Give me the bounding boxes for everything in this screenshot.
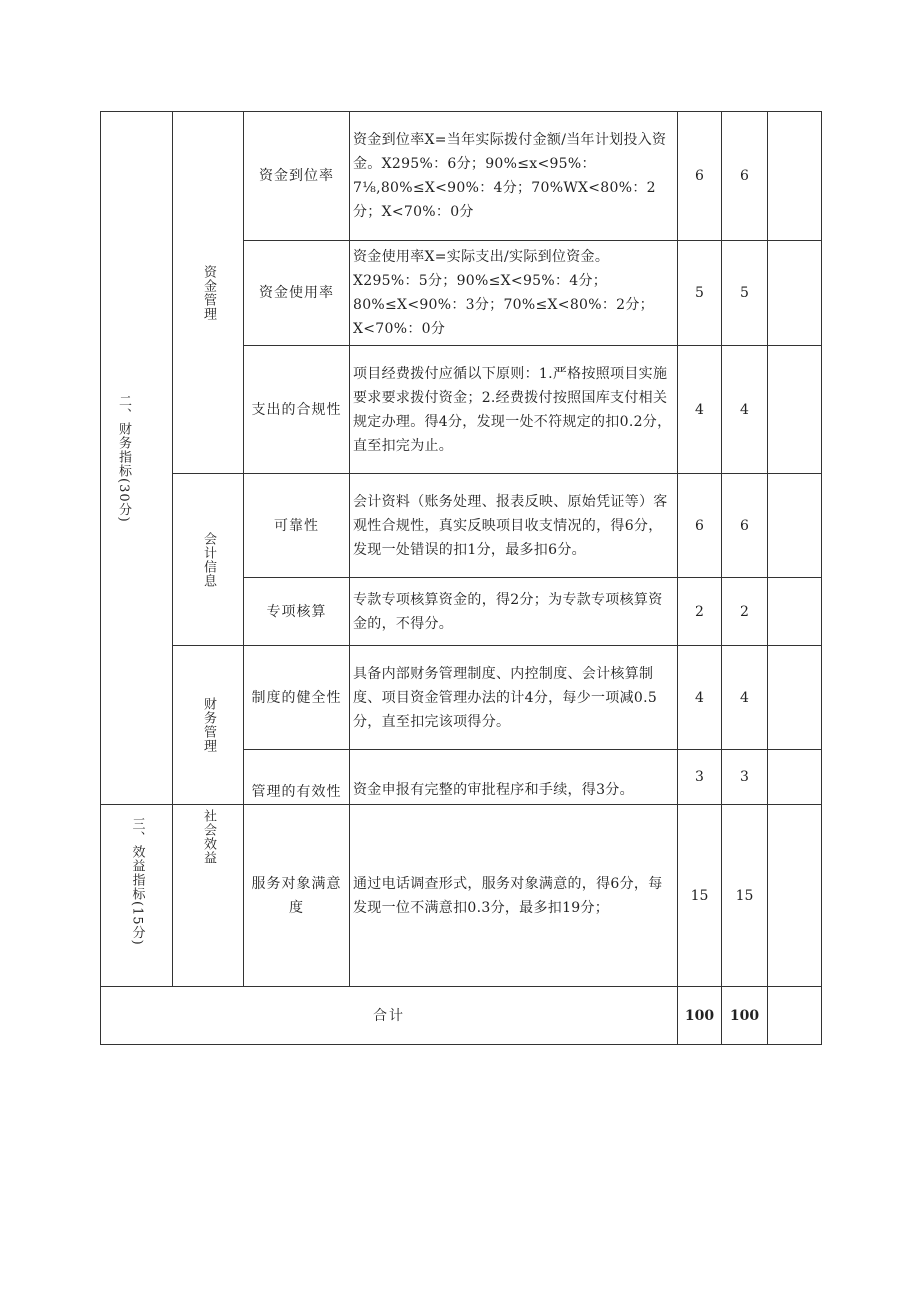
item-score: 4: [678, 646, 722, 750]
item-got: 3: [722, 750, 768, 805]
table-row: [101, 112, 822, 241]
item-score: 15: [678, 805, 722, 987]
item-score: 5: [678, 241, 722, 346]
total-row: [101, 987, 822, 1045]
group-social-benefit-cell: [173, 805, 244, 987]
item-desc: 项目经费拨付应循以下原则：1.严格按照项目实施要求要求拨付资金；2.经费拨付按照国库支付相关规定办理。得4分，发现一处不符规定的扣0.2分，直至扣完为止。: [350, 346, 678, 474]
item-remark: [768, 578, 822, 646]
item-got: 4: [722, 646, 768, 750]
item-remark: [768, 646, 822, 750]
item-got: 6: [722, 474, 768, 578]
item-score: 2: [678, 578, 722, 646]
item-score: 4: [678, 346, 722, 474]
item-name: 支出的合规性: [244, 346, 350, 474]
item-name: 资金到位率: [244, 112, 350, 241]
item-name: 可靠性: [244, 474, 350, 578]
item-remark: [768, 750, 822, 805]
item-score: 3: [678, 750, 722, 805]
scoring-table: [100, 111, 822, 1045]
group-financial-mgmt-label: 财务管理: [201, 697, 216, 753]
item-desc: 资金申报有完整的审批程序和手续，得3分。: [350, 750, 678, 805]
total-label: 合计: [101, 987, 678, 1045]
group-accounting-cell: [173, 474, 244, 646]
section-finance-label: 二、财务指标(30分): [116, 393, 131, 523]
total-remark: [768, 987, 822, 1045]
item-remark: [768, 112, 822, 241]
section-finance-cell: [101, 112, 173, 805]
total-score: 100: [678, 987, 722, 1045]
group-fund-mgmt-label: 资金管理: [201, 264, 216, 321]
item-desc: 资金到位率X=当年实际拨付金额/当年计划投入资金。X295%：6分；90%≤x<95%：7⅛,80%≤X<90%：4分；70%WX<80%：2分；X<70%：0分: [350, 112, 678, 241]
item-remark: [768, 474, 822, 578]
item-desc: 会计资料（账务处理、报表反映、原始凭证等）客观性合规性，真实反映项目收支情况的，得6分，发现一处错误的扣1分，最多扣6分。: [350, 474, 678, 578]
item-name: 资金使用率: [244, 241, 350, 346]
item-remark: [768, 805, 822, 987]
group-social-benefit-label: 社会效益: [201, 809, 216, 865]
group-accounting-label: 会计信息: [201, 531, 216, 588]
item-desc: 资金使用率X=实际支出/实际到位资金。X295%：5分；90%≤X<95%：4分；80%≤X<90%：3分；70%≤X<80%：2分；X<70%：0分: [350, 241, 678, 346]
item-got: 4: [722, 346, 768, 474]
table-row: [101, 474, 822, 578]
group-financial-mgmt-cell: [173, 646, 244, 805]
group-fund-mgmt-cell: [173, 112, 244, 474]
item-got: 5: [722, 241, 768, 346]
total-got: 100: [722, 987, 768, 1045]
item-score: 6: [678, 112, 722, 241]
item-name: 服务对象满意度: [244, 805, 350, 987]
table-row: [101, 646, 822, 750]
table-row: [101, 805, 822, 987]
item-name: 专项核算: [244, 578, 350, 646]
item-got: 6: [722, 112, 768, 241]
item-remark: [768, 346, 822, 474]
item-got: 15: [722, 805, 768, 987]
item-desc: 专款专项核算资金的，得2分；为专款专项核算资金的，不得分。: [350, 578, 678, 646]
item-desc: 通过电话调查形式，服务对象满意的，得6分，每发现一位不满意扣0.3分，最多扣19分；: [350, 805, 678, 987]
section-benefit-label: 三、效益指标(15分): [129, 817, 145, 946]
item-name: 制度的健全性: [244, 646, 350, 750]
item-desc: 具备内部财务管理制度、内控制度、会计核算制度、项目资金管理办法的计4分，每少一项减0.5分，直至扣完该项得分。: [350, 646, 678, 750]
item-remark: [768, 241, 822, 346]
item-got: 2: [722, 578, 768, 646]
section-benefit-cell: [101, 805, 173, 987]
item-name: 管理的有效性: [244, 750, 350, 805]
item-score: 6: [678, 474, 722, 578]
